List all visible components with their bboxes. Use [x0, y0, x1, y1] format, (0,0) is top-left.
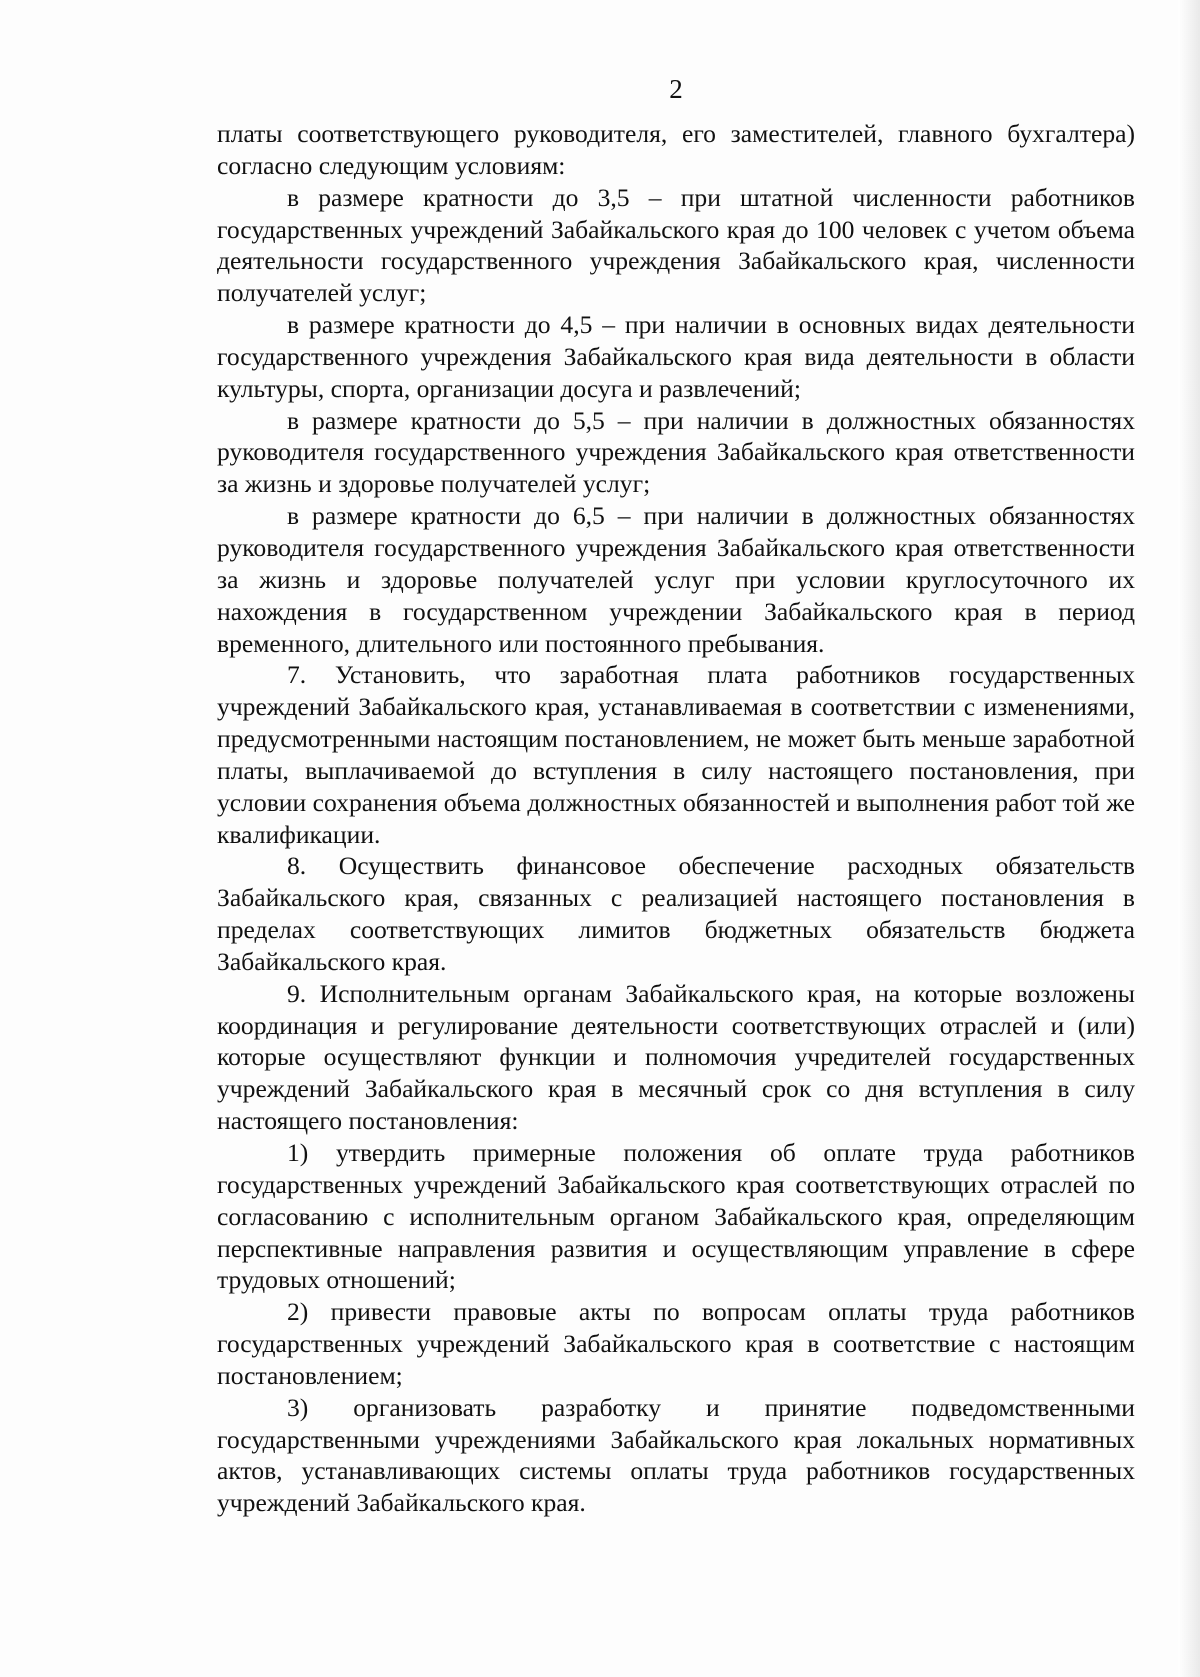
paragraph-ratio-6-5: в размере кратности до 6,5 – при наличии в должностных обязанностях руководителя государственного учреждения Забайкальского края ответственности за жизнь и здоровье получателей услуг при условии круглосуточного их нахождения в государственном учреждении Забайкальского края в период временного, длительного или постоянного пребывания.: [217, 501, 1135, 658]
paragraph-ratio-5-5: в размере кратности до 5,5 – при наличии в должностных обязанностях руководителя государственного учреждения Забайкальского края ответственности за жизнь и здоровье получателей услуг;: [217, 405, 1135, 499]
paragraph-continuation: платы соответствующего руководителя, его заместителей, главного бухгалтера) согласно следующим условиям:: [217, 119, 1135, 180]
paragraph-subitem-1: 1) утвердить примерные положения об оплате труда работников государственных учреждений Забайкальского края соответствующих отраслей по согласованию с исполнительным органом Забайкальского края, определяющим перспективные направления развития и осуществляющим управление в сфере трудовых отношений;: [217, 1138, 1135, 1295]
scan-edge-shadow: [1178, 0, 1200, 1677]
paragraph-ratio-4-5: в размере кратности до 4,5 – при наличии в основных видах деятельности государственного учреждения Забайкальского края вида деятельности в области культуры, спорта, организации досуга и развлечений;: [217, 310, 1135, 403]
paragraph-subitem-3: 3) организовать разработку и принятие подведомственными государственными учреждениями Забайкальского края локальных нормативных актов, устанавливающих системы оплаты труда работников государственных учреждений Забайкальского края.: [217, 1392, 1135, 1518]
document-body: [217, 118, 1135, 1519]
paragraph-item-9: 9. Исполнительным органам Забайкальского края, на которые возложены координация и регулирование деятельности соответствующих отраслей и (или) которые осуществляют функции и полномочия учредителей государственных учреждений Забайкальского края в месячный срок со дня вступления в силу настоящего постановления:: [217, 978, 1135, 1136]
paragraph-ratio-3-5: в размере кратности до 3,5 – при штатной численности работников государственных учреждений Забайкальского края до 100 человек с учетом объема деятельности государственного учреждения Забайкальского края, численности получателей услуг;: [217, 182, 1135, 308]
paragraph-item-8: 8. Осуществить финансовое обеспечение расходных обязательств Забайкальского края, связанных с реализацией настоящего постановления в пределах соответствующих лимитов бюджетных обязательств бюджета Забайкальского края.: [217, 851, 1135, 976]
page-number: 2: [669, 74, 683, 104]
paragraph-item-7: 7. Установить, что заработная плата работников государственных учреждений Забайкальского края, устанавливаемая в соответствии с изменениями, предусмотренными настоящим постановлением, не может быть меньше заработной платы, выплачиваемой до вступления в силу настоящего постановления, при условии сохранения объема должностных обязанностей и выполнения работ той же квалификации.: [217, 660, 1135, 849]
paragraph-subitem-2: 2) привести правовые акты по вопросам оплаты труда работников государственных учреждений Забайкальского края в соответствие с настоящим постановлением;: [217, 1297, 1135, 1390]
